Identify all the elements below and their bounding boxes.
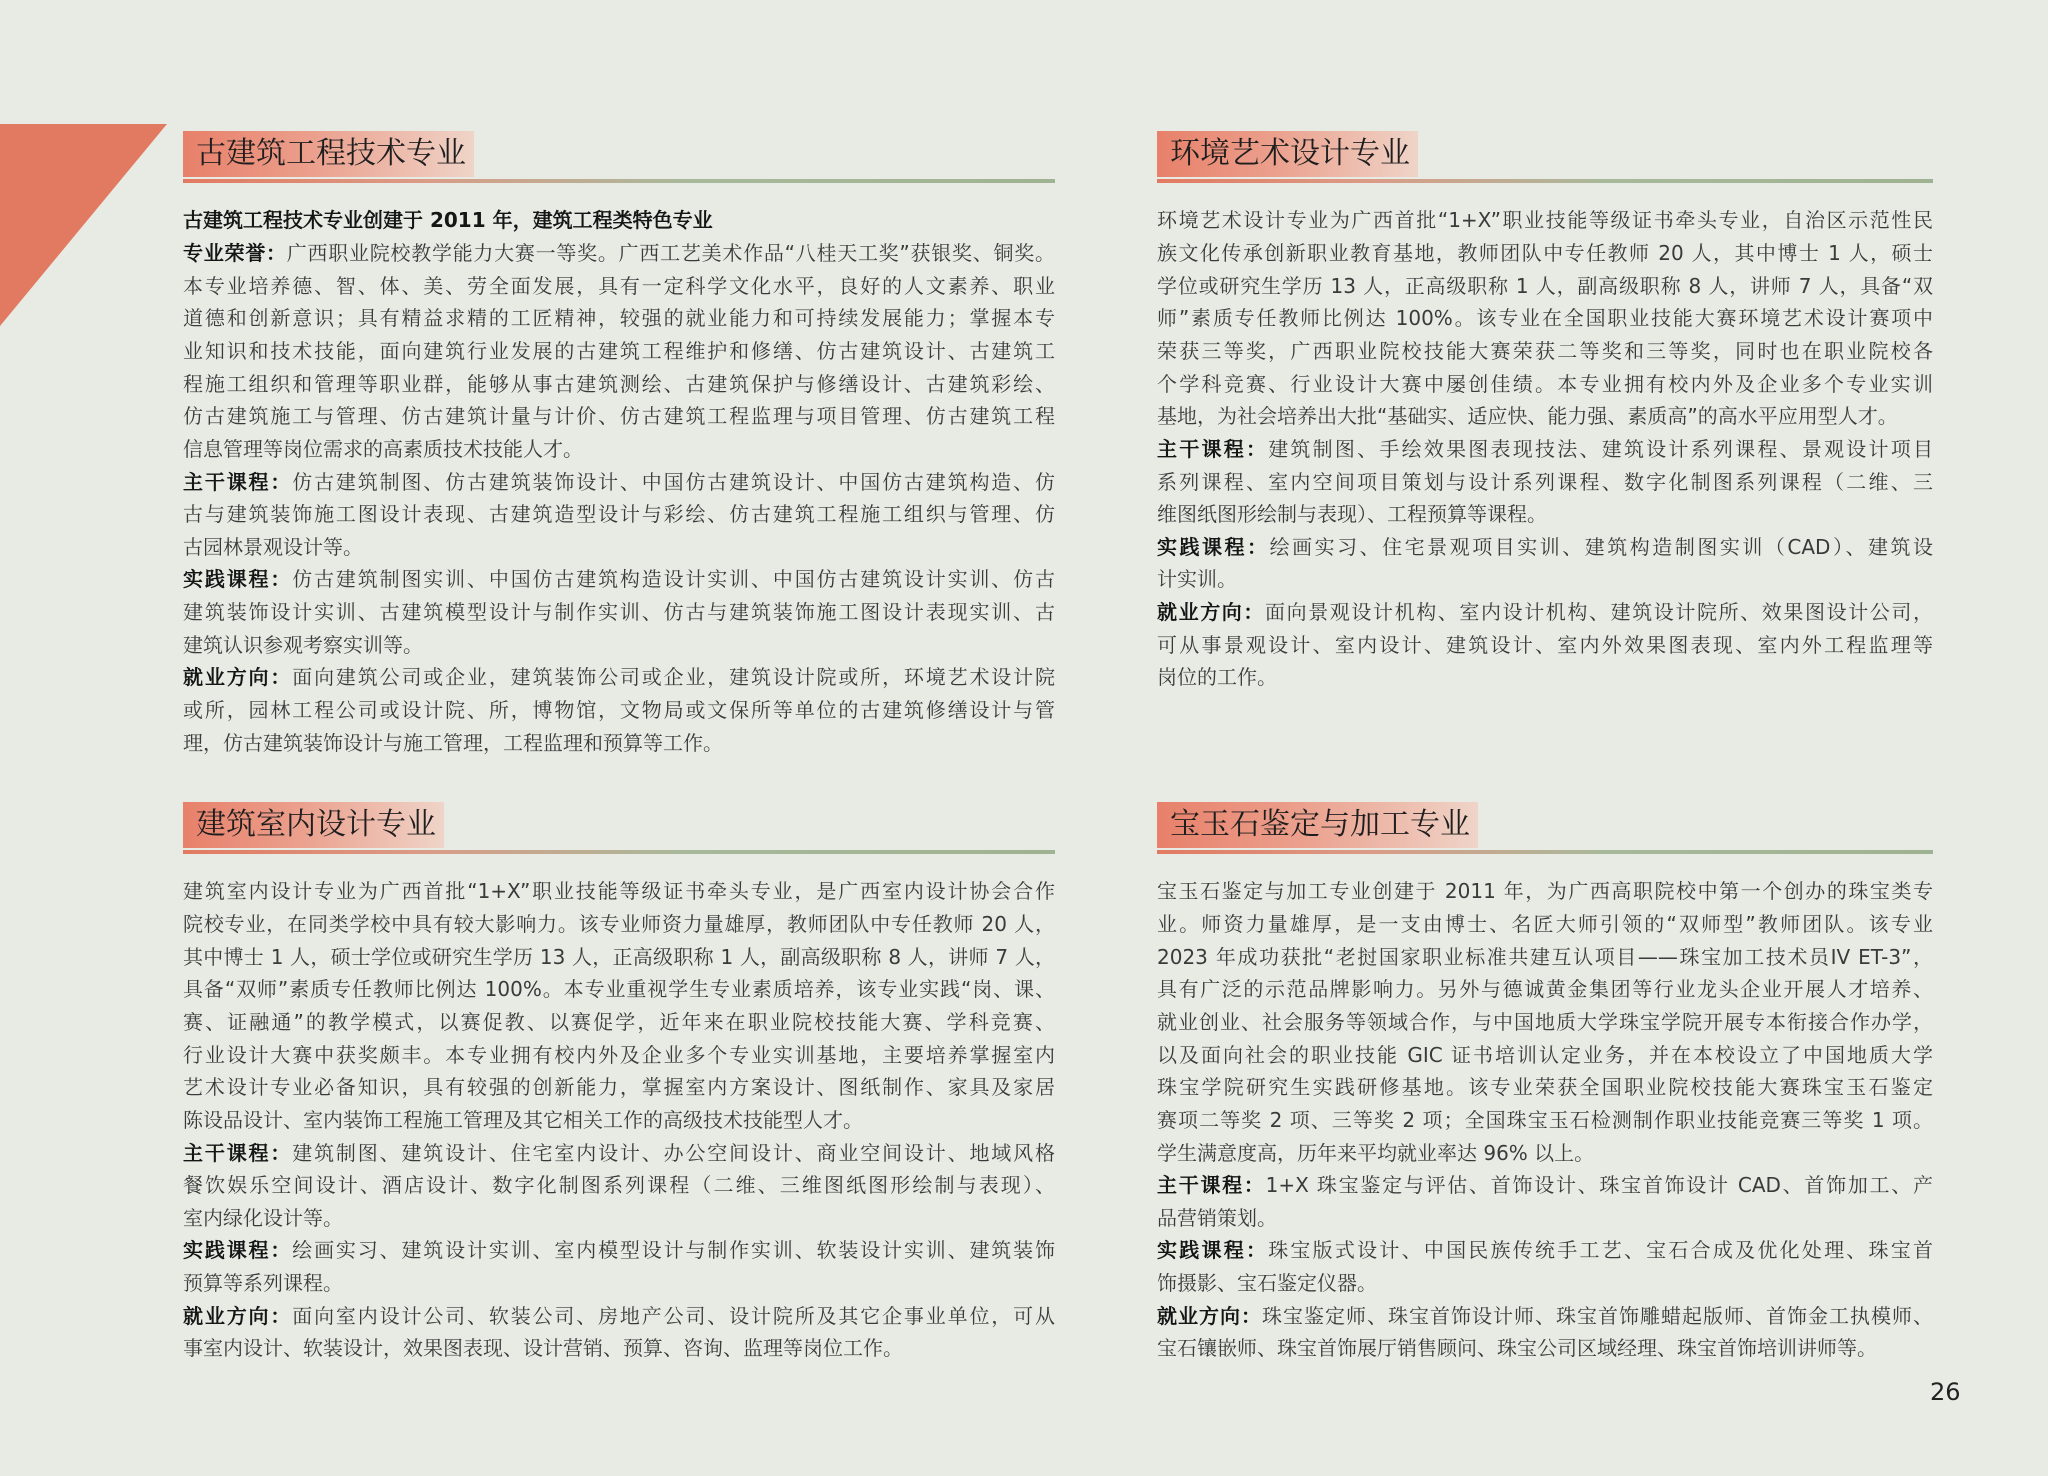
body-line: 个学科竞赛、行业设计大赛中屡创佳绩。本专业拥有校内外及企业多个专业实训 (1157, 371, 1933, 396)
body-line: 道德和创新意识；具有精益求精的工匠精神，较强的就业能力和可持续发展能力；掌握本专 (183, 306, 1055, 331)
body-line: 建筑室内设计专业为广西首批“1+X”职业技能等级证书牵头专业，是广西室内设计协会合作 (183, 879, 1055, 904)
body-line (1157, 433, 1933, 466)
body-line: 品营销策划。 (1157, 1205, 1277, 1230)
body-line: 建筑装饰设计实训、古建筑模型设计与制作实训、仿古与建筑装饰施工图设计表现实训、古 (183, 600, 1055, 625)
section-title: 环境艺术设计专业 (1157, 131, 1418, 177)
body-line: 族文化传承创新职业教育基地，教师团队中专任教师 20 人，其中博士 1 人，硕士 (1157, 241, 1933, 266)
body-line: 古园林景观设计等。 (183, 534, 363, 559)
body-line (1157, 1300, 1933, 1333)
body-line: 业。师资力量雄厚，是一支由博士、名匠大师引领的“双师型”教师团队。该专业 (1157, 912, 1933, 937)
section-header (1157, 131, 1933, 177)
line-text: 珠宝鉴定师、珠宝首饰设计师、珠宝首饰雕蜡起版师、首饰金工执模师、 (1262, 1303, 1933, 1328)
paragraph-label: 实践课程： (183, 1238, 293, 1263)
body-line: 基地，为社会培养出大批“基础实、适应快、能力强、素质高”的高水平应用型人才。 (1157, 404, 1898, 429)
body-line: 岗位的工作。 (1157, 665, 1277, 690)
paragraph-label: 专业荣誉： (183, 241, 287, 266)
section-title: 建筑室内设计专业 (183, 802, 444, 848)
body-line: 理，仿古建筑装饰设计与施工管理，工程监理和预算等工作。 (183, 730, 723, 755)
body-line: 室内绿化设计等。 (183, 1205, 343, 1230)
body-line: 本专业培养德、智、体、美、劳全面发展，具有一定科学文化水平，良好的人文素养、职业 (183, 273, 1055, 298)
body-line (183, 563, 1055, 596)
paragraph-label: 主干课程： (1157, 1173, 1266, 1198)
page-number: 26 (1930, 1378, 1961, 1406)
body-line: 以及面向社会的职业技能 GIC 证书培训认定业务，并在本校设立了中国地质大学 (1157, 1042, 1933, 1067)
body-line: 珠宝学院研究生实践研修基地。该专业荣获全国职业院校技能大赛珠宝玉石鉴定 (1157, 1075, 1933, 1100)
section-body (183, 204, 1055, 759)
section-gemstone-appraisal-processing (1157, 802, 1933, 1365)
body-line: 行业设计大赛中获奖颇丰。本专业拥有校内外及企业多个专业实训基地，主要培养掌握室内 (183, 1042, 1055, 1067)
corner-decoration (0, 124, 167, 326)
body-line (183, 237, 1055, 270)
body-line: 信息管理等岗位需求的高素质技术技能人才。 (183, 436, 583, 461)
body-line: 系列课程、室内空间项目策划与设计系列课程、数字化制图系列课程（二维、三 (1157, 469, 1933, 494)
body-line: 可从事景观设计、室内设计、建筑设计、室内外效果图表现、室内外工程监理等 (1157, 632, 1933, 657)
body-line: 就业创业、社会服务等领域合作，与中国地质大学珠宝学院开展专本衔接合作办学， (1157, 1009, 1933, 1034)
line-text: 绘画实习、住宅景观项目实训、建筑构造制图实训（CAD）、建筑设 (1269, 534, 1934, 559)
section-interior-design (183, 802, 1055, 1365)
body-line: 维图纸图形绘制与表现）、工程预算等课程。 (1157, 502, 1547, 527)
body-line: 荣获三等奖，广西职业院校技能大赛荣获二等奖和三等奖，同时也在职业院校各 (1157, 338, 1933, 363)
body-line: 建筑认识参观考察实训等。 (183, 632, 423, 657)
paragraph-label: 就业方向： (183, 665, 293, 690)
paragraph-label: 主干课程： (183, 469, 293, 494)
body-line: 餐饮娱乐空间设计、酒店设计、数字化制图系列课程（二维、三维图纸图形绘制与表现）、 (183, 1173, 1055, 1198)
line-text: 1+X 珠宝鉴定与评估、首饰设计、珠宝首饰设计 CAD、首饰加工、产 (1265, 1173, 1934, 1198)
section-body (1157, 204, 1933, 694)
title-underline (183, 179, 1055, 183)
title-underline (1157, 179, 1933, 183)
paragraph-label: 就业方向： (1157, 600, 1265, 625)
body-line: 具备“双师”素质专任教师比例达 100%。本专业重视学生专业素质培养，该专业实践“岗、课、 (183, 977, 1055, 1002)
line-text: 面向室内设计公司、软装公司、房地产公司、设计院所及其它企事业单位，可从 (292, 1303, 1056, 1328)
line-text: 建筑制图、建筑设计、住宅室内设计、办公空间设计、商业空间设计、地域风格 (292, 1140, 1056, 1165)
body-line: 宝石镶嵌师、珠宝首饰展厅销售顾问、珠宝公司区域经理、珠宝首饰培训讲师等。 (1157, 1336, 1877, 1361)
paragraph-label: 主干课程： (1157, 436, 1269, 461)
body-line: 业知识和技术技能，面向建筑行业发展的古建筑工程维护和修缮、仿古建筑设计、古建筑工 (183, 338, 1055, 363)
body-line (183, 1300, 1055, 1333)
body-line: 饰摄影、宝石鉴定仪器。 (1157, 1271, 1377, 1296)
body-line: 计实训。 (1157, 567, 1237, 592)
body-line (1157, 596, 1933, 629)
body-line (1157, 1234, 1933, 1267)
body-line: 赛项二等奖 2 项、三等奖 2 项；全国珠宝玉石检测制作职业技能竞赛三等奖 1 项。 (1157, 1107, 1933, 1132)
title-underline (183, 850, 1055, 854)
line-text: 建筑制图、手绘效果图表现技法、建筑设计系列课程、景观设计项目 (1268, 436, 1934, 461)
line-text: 仿古建筑制图、仿古建筑装饰设计、中国仿古建筑设计、中国仿古建筑构造、仿 (292, 469, 1056, 494)
body-line: 学生满意度高，历年来平均就业率达 96% 以上。 (1157, 1140, 1595, 1165)
paragraph-label: 实践课程： (183, 567, 293, 592)
line-text: 珠宝版式设计、中国民族传统手工艺、宝石合成及优化处理、珠宝首 (1268, 1238, 1934, 1263)
section-title: 宝玉石鉴定与加工专业 (1157, 802, 1478, 848)
line-text: 面向建筑公司或企业，建筑装饰公司或企业，建筑设计院或所，环境艺术设计院 (292, 665, 1056, 690)
body-line: 2023 年成功获批“老挝国家职业标准共建互认项目——珠宝加工技术员IV ET-3”， (1157, 944, 1933, 969)
body-line: 仿古建筑施工与管理、仿古建筑计量与计价、仿古建筑工程监理与项目管理、仿古建筑工程 (183, 404, 1055, 429)
section-header (183, 802, 1055, 848)
section-lead: 古建筑工程技术专业创建于 2011 年，建筑工程类特色专业 (183, 208, 713, 233)
paragraph-label: 实践课程： (1157, 1238, 1269, 1263)
body-line (183, 1137, 1055, 1170)
body-line: 师”素质专任教师比例达 100%。该专业在全国职业技能大赛环境艺术设计赛项中 (1157, 306, 1933, 331)
line-text: 绘画实习、建筑设计实训、室内模型设计与制作实训、软装设计实训、建筑装饰 (292, 1238, 1056, 1263)
body-line: 环境艺术设计专业为广西首批“1+X”职业技能等级证书牵头专业，自治区示范性民 (1157, 208, 1933, 233)
section-header (183, 131, 1055, 177)
body-line (183, 661, 1055, 694)
body-line: 赛、证融通”的教学模式，以赛促教、以赛促学，近年来在职业院校技能大赛、学科竞赛、 (183, 1009, 1055, 1034)
section-body (183, 875, 1055, 1365)
body-line: 陈设品设计、室内装饰工程施工管理及其它相关工作的高级技术技能型人才。 (183, 1107, 863, 1132)
body-line: 或所，园林工程公司或设计院、所，博物馆，文物局或文保所等单位的古建筑修缮设计与管 (183, 698, 1055, 722)
body-line: 程施工组织和管理等职业群，能够从事古建筑测绘、古建筑保护与修缮设计、古建筑彩绘、 (183, 371, 1055, 396)
body-line: 院校专业，在同类学校中具有较大影响力。该专业师资力量雄厚，教师团队中专任教师 20 人， (183, 912, 1055, 937)
body-line: 学位或研究生学历 13 人，正高级职称 1 人，副高级职称 8 人，讲师 7 人，具备“双 (1157, 273, 1933, 298)
section-body (1157, 875, 1933, 1365)
corner-triangle (0, 124, 167, 326)
body-line: 其中博士 1 人，硕士学位或研究生学历 13 人，正高级职称 1 人，副高级职称 8 人，讲师 7 人， (183, 944, 1055, 969)
body-line: 事室内设计、软装设计，效果图表现、设计营销、预算、咨询、监理等岗位工作。 (183, 1336, 903, 1361)
section-environmental-art-design (1157, 131, 1933, 694)
body-line (183, 466, 1055, 499)
line-text: 仿古建筑制图实训、中国仿古建筑构造设计实训、中国仿古建筑设计实训、仿古 (292, 567, 1056, 592)
section-title: 古建筑工程技术专业 (183, 131, 474, 177)
body-line: 预算等系列课程。 (183, 1271, 343, 1296)
body-line: 宝玉石鉴定与加工专业创建于 2011 年，为广西高职院校中第一个创办的珠宝类专 (1157, 879, 1933, 904)
line-text: 广西职业院校教学能力大赛一等奖。广西工艺美术作品“八桂天工奖”获银奖、铜奖。 (286, 241, 1056, 266)
line-text: 面向景观设计机构、室内设计机构、建筑设计院所、效果图设计公司， (1265, 600, 1933, 625)
section-ancient-architecture-engineering (183, 131, 1055, 759)
paragraph-label: 就业方向： (1157, 1303, 1262, 1328)
body-line (1157, 1169, 1933, 1202)
body-line: 艺术设计专业必备知识，具有较强的创新能力，掌握室内方案设计、图纸制作、家具及家居 (183, 1075, 1055, 1100)
body-line: 具有广泛的示范品牌影响力。另外与德诚黄金集团等行业龙头企业开展人才培养、 (1157, 977, 1933, 1002)
paragraph-label: 主干课程： (183, 1140, 293, 1165)
paragraph-label: 实践课程： (1157, 534, 1270, 559)
body-line (183, 1234, 1055, 1267)
body-line: 古与建筑装饰施工图设计表现、古建筑造型设计与彩绘、仿古建筑工程施工组织与管理、仿 (183, 502, 1055, 527)
body-line (1157, 531, 1933, 564)
paragraph-label: 就业方向： (183, 1303, 293, 1328)
title-underline (1157, 850, 1933, 854)
section-header (1157, 802, 1933, 848)
